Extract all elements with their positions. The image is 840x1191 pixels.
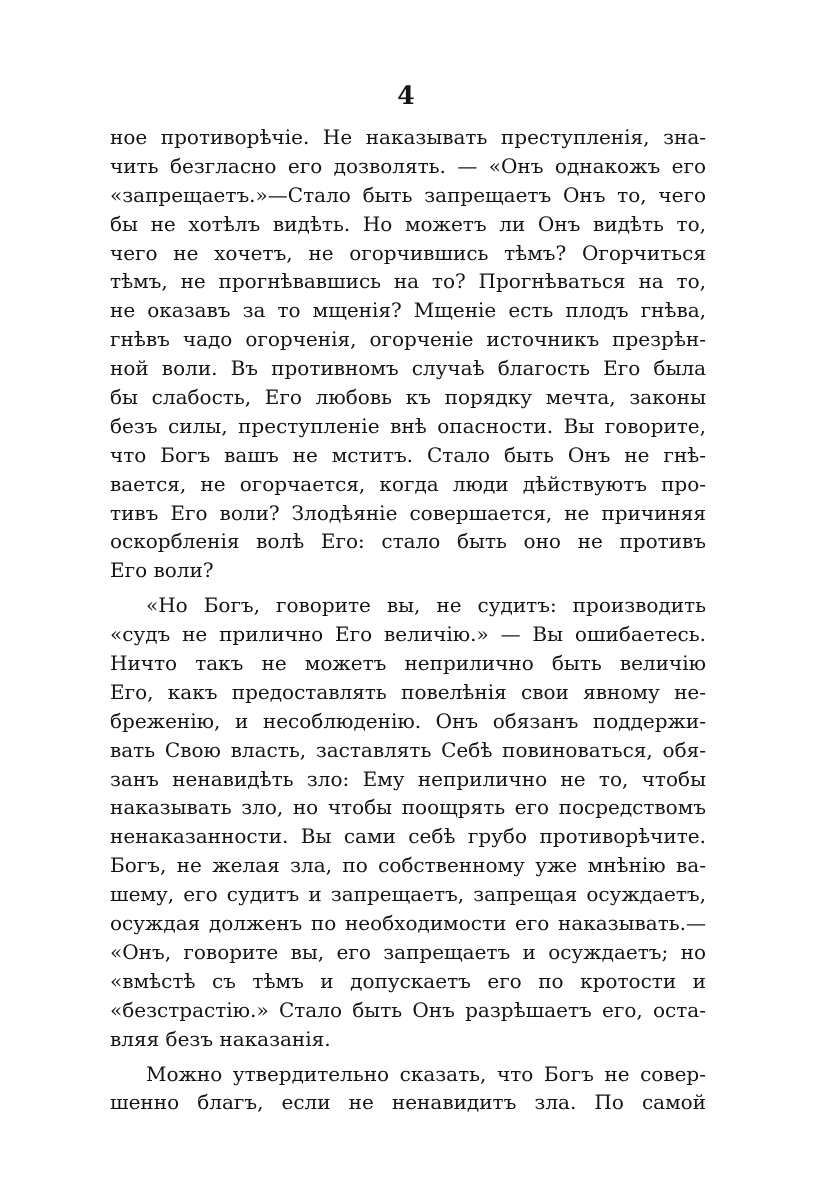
text-line: «безстрастію.» Стало быть Онъ разрѣшаетъ его, оста- bbox=[110, 997, 706, 1022]
text-line: ное противорѣчіе. Не наказывать преступленія, зна- bbox=[110, 125, 706, 149]
body-text bbox=[110, 123, 706, 1117]
text-line: оскорбленія волѣ Его: стало быть оно не противъ bbox=[110, 529, 706, 554]
text-line: что Богъ вашъ не мститъ. Стало быть Онъ не гнѣ- bbox=[110, 442, 706, 467]
text-line: Его, какъ предоставлять повелѣнія свои явному не- bbox=[110, 679, 706, 704]
text-line: Его воли? bbox=[110, 558, 214, 583]
text-line: осуждая долженъ по необходимости его наказывать.— bbox=[110, 911, 706, 936]
text-line: бы слабость, Его любовь къ порядку мечта, законы bbox=[110, 385, 706, 410]
text-line: Ничто такъ не можетъ неприлично быть величію bbox=[110, 651, 706, 676]
text-line: вать Свою власть, заставлять Себѣ повиноваться, обя- bbox=[110, 737, 706, 762]
text-line: тивъ Его воли? Злодѣяніе совершается, не причиняя bbox=[110, 500, 706, 525]
text-line: «судъ не прилично Его величію.» — Вы ошибаетесь. bbox=[110, 622, 706, 647]
text-line: ненаказанности. Вы сами себѣ грубо противорѣчите. bbox=[110, 824, 706, 849]
text-line: тѣмъ, не прогнѣвавшись на то? Прогнѣваться на то, bbox=[110, 269, 706, 294]
text-line: гнѣвъ чадо огорченія, огорченіе источникъ презрѣн- bbox=[110, 327, 706, 352]
text-line: не оказавъ за то мщенія? Мщеніе есть плодъ гнѣва, bbox=[110, 298, 706, 323]
text-line: «Онъ, говорите вы, его запрещаетъ и осуждаетъ; но bbox=[110, 939, 706, 964]
text-line: наказывать зло, но чтобы поощрять его посредствомъ bbox=[110, 795, 706, 820]
paragraph-1 bbox=[110, 123, 706, 585]
text-line: «вмѣстѣ съ тѣмъ и допускаетъ его по кротости и bbox=[110, 968, 706, 993]
text-line: бы не хотѣлъ видѣть. Но можетъ ли Онъ видѣть то, bbox=[110, 211, 706, 236]
text-line: вляя безъ наказанія. bbox=[110, 1026, 331, 1051]
text-line: безъ силы, преступленіе внѣ опасности. Вы говорите, bbox=[110, 413, 706, 438]
text-line: чего не хочетъ, не огорчившись тѣмъ? Огорчиться bbox=[110, 240, 706, 265]
paragraph-3 bbox=[110, 1060, 706, 1118]
text-line: Богъ, не желая зла, по собственному уже мнѣнію ва- bbox=[110, 853, 706, 878]
text-line: шенно благъ, если не ненавидитъ зла. По самой bbox=[110, 1090, 706, 1115]
text-line: вается, не огорчается, когда люди дѣйствуютъ про- bbox=[110, 471, 706, 496]
text-line: шему, его судитъ и запрещаетъ, запрещая осуждаетъ, bbox=[110, 882, 706, 907]
text-line: чить безгласно его дозволять. — «Онъ однакожъ его bbox=[110, 153, 706, 178]
text-line: ной воли. Въ противномъ случаѣ благость Его была bbox=[110, 356, 706, 381]
paragraph-2 bbox=[110, 591, 706, 1053]
text-line: «Но Богъ, говорите вы, не судитъ: производить bbox=[146, 593, 706, 618]
text-line: «запрещаетъ.»—Стало быть запрещаетъ Онъ то, чего bbox=[110, 182, 706, 207]
text-line: занъ ненавидѣть зло: Ему неприлично не то, чтобы bbox=[110, 766, 706, 791]
text-line: Можно утвердительно сказать, что Богъ не совер- bbox=[146, 1061, 706, 1086]
text-line: бреженію, и несоблюденію. Онъ обязанъ поддержи- bbox=[110, 708, 706, 733]
page-number: 4 bbox=[397, 81, 415, 110]
